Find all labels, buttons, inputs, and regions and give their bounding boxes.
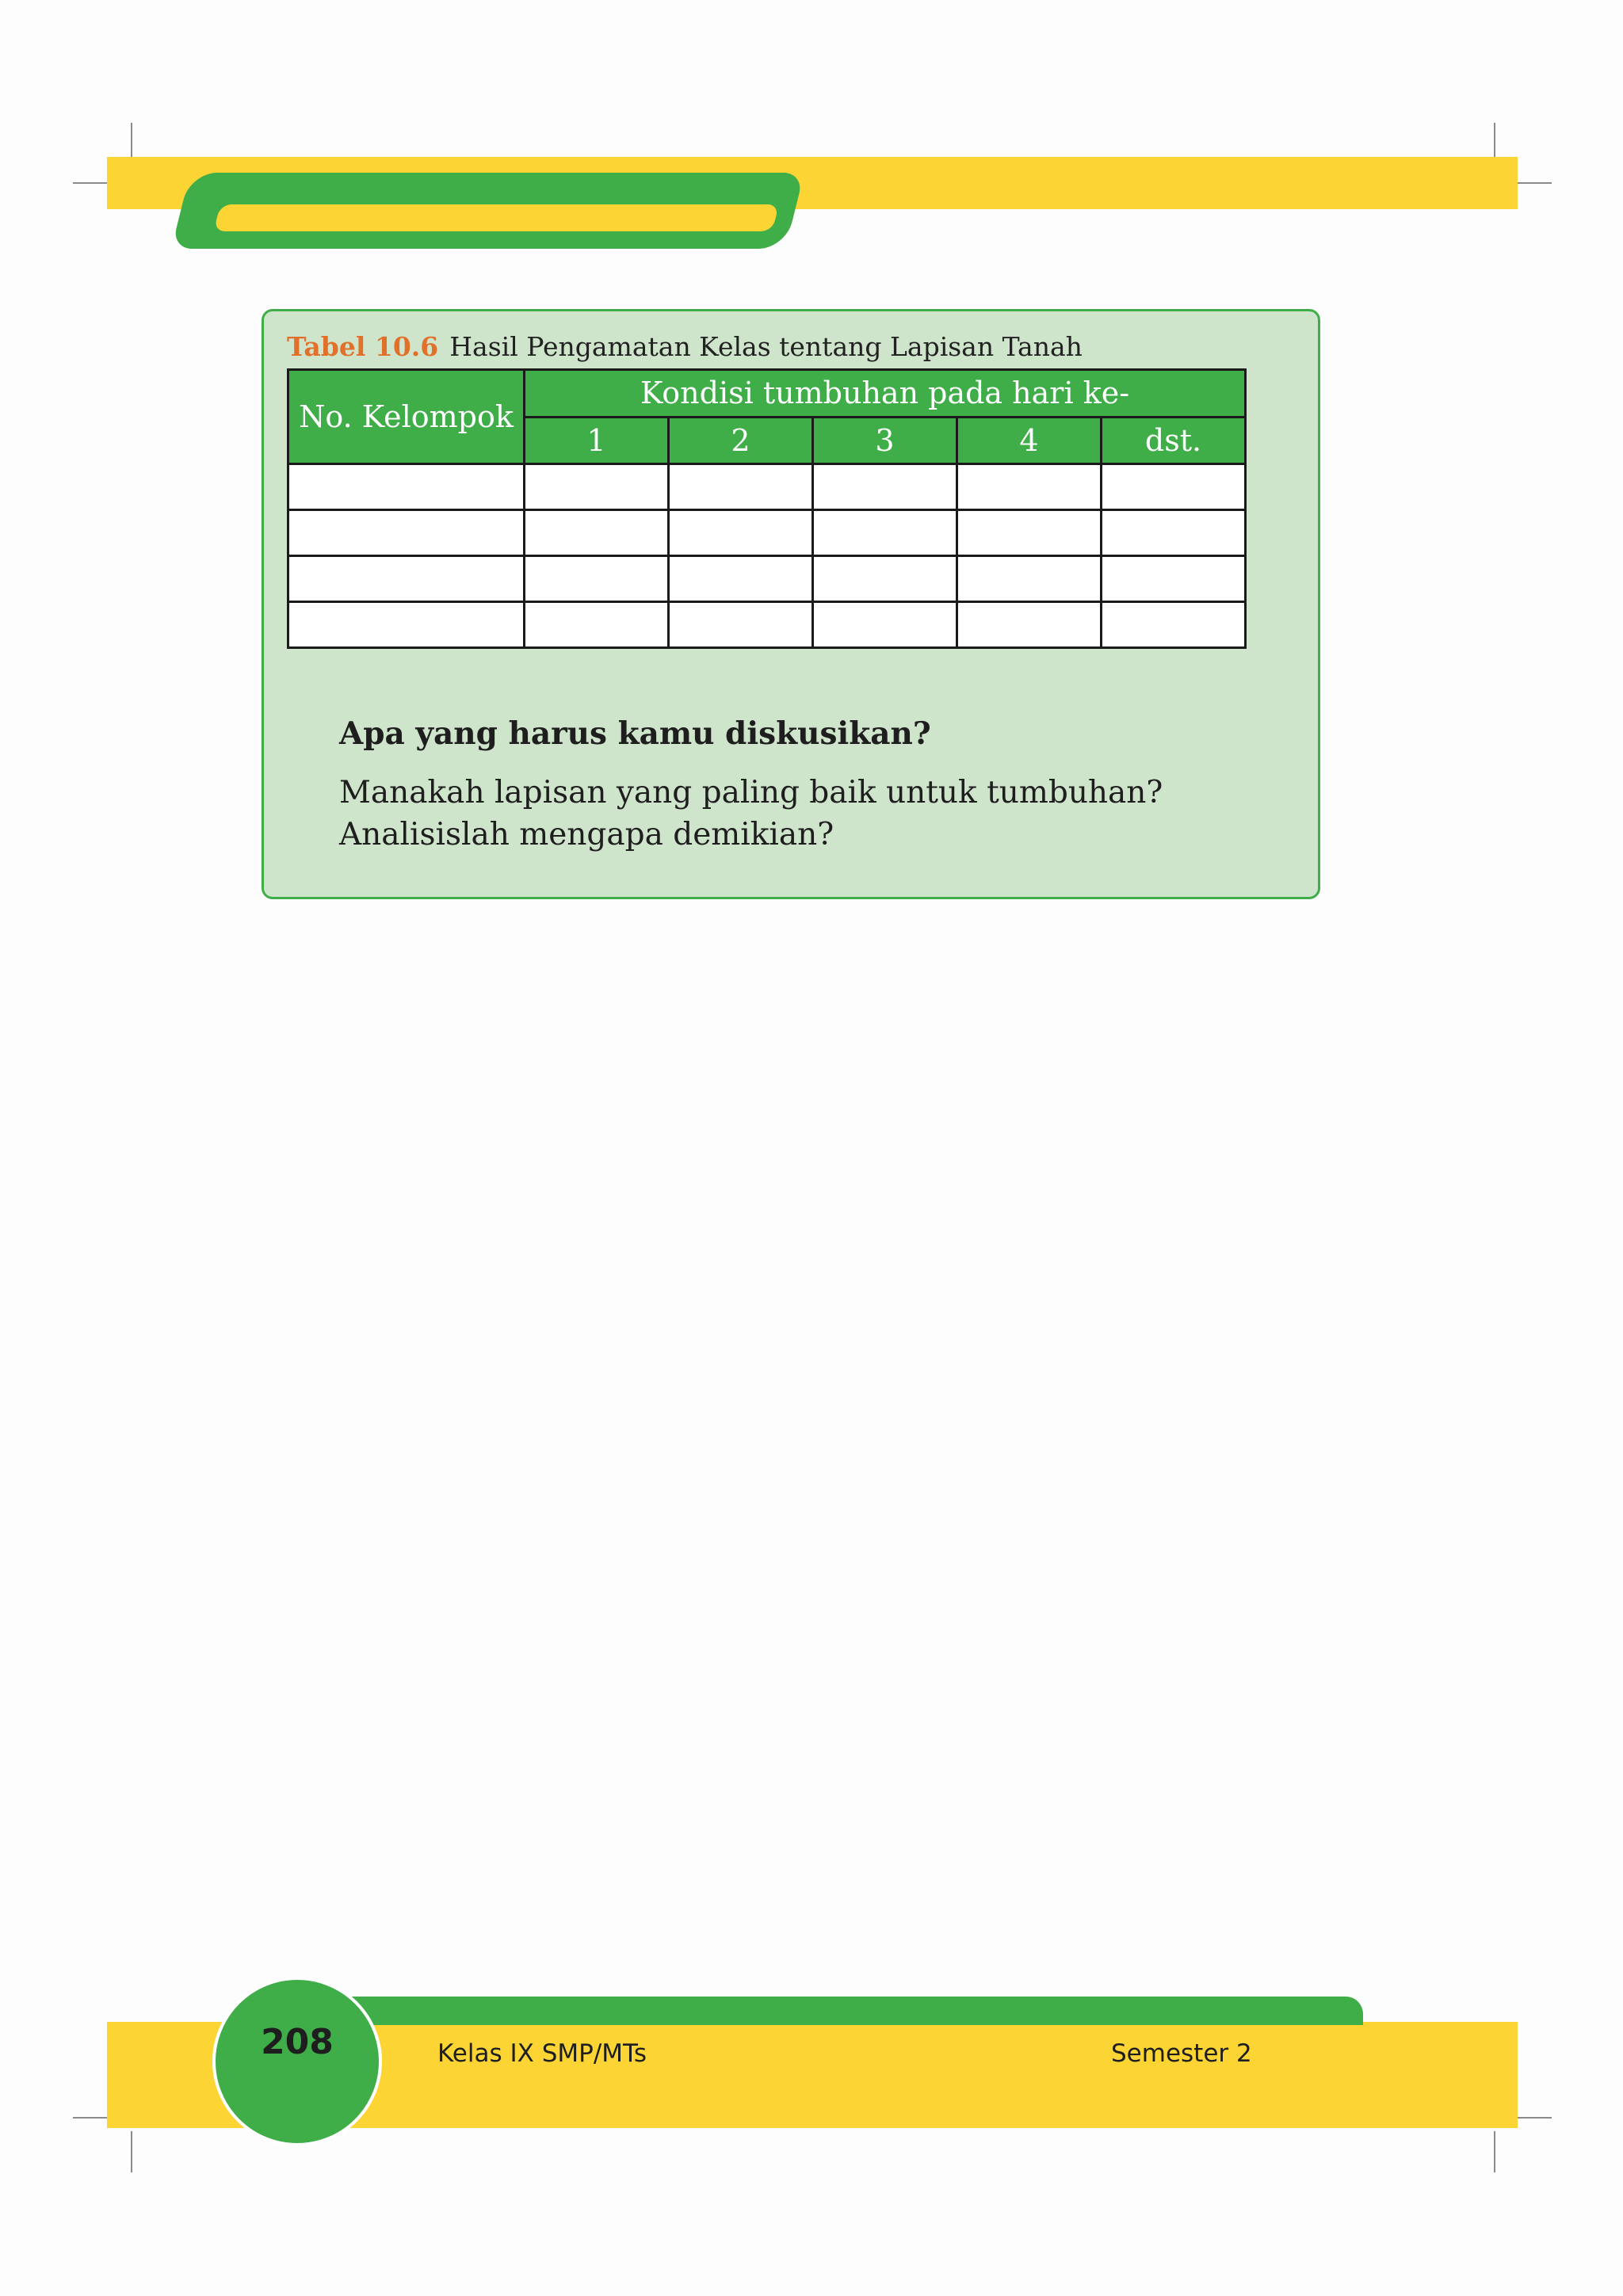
table-row — [288, 464, 1246, 510]
table-caption-number: Tabel 10.6 — [287, 331, 439, 362]
footer-semester: Semester 2 — [1111, 2039, 1252, 2068]
header-group-number: No. Kelompok — [288, 370, 525, 464]
table-cell — [669, 510, 813, 556]
table-caption-title: Hasil Pengamatan Kelas tentang Lapisan Tanah — [449, 331, 1083, 362]
table-cell — [288, 464, 525, 510]
crop-mark — [131, 2131, 132, 2172]
table-cell — [957, 464, 1102, 510]
table-cell — [525, 602, 669, 648]
table-cell — [1102, 510, 1246, 556]
table-cell — [813, 602, 957, 648]
header-tab-inner — [214, 204, 779, 231]
table-cell — [525, 510, 669, 556]
header-day-3: 3 — [813, 417, 957, 464]
header-day-1: 1 — [525, 417, 669, 464]
table-cell — [288, 510, 525, 556]
table-cell — [813, 510, 957, 556]
table-row — [288, 556, 1246, 602]
footer-stripe — [333, 1997, 1363, 2025]
page-number: 208 — [261, 2022, 334, 2062]
table-cell — [525, 464, 669, 510]
table-cell — [1102, 556, 1246, 602]
table-cell — [669, 464, 813, 510]
table-cell — [957, 510, 1102, 556]
table-cell — [813, 556, 957, 602]
header-day-4: 4 — [957, 417, 1102, 464]
table-cell — [669, 556, 813, 602]
table-row — [288, 510, 1246, 556]
table-cell — [288, 602, 525, 648]
header-day-2: 2 — [669, 417, 813, 464]
footer-book-title: Kelas IX SMP/MTs — [437, 2039, 647, 2068]
table-cell — [288, 556, 525, 602]
crop-mark — [1494, 2131, 1495, 2172]
table-cell — [957, 556, 1102, 602]
table-cell — [813, 464, 957, 510]
observation-table — [287, 368, 1247, 649]
table-caption — [287, 331, 1083, 362]
header-day-etc: dst. — [1102, 417, 1246, 464]
table-cell — [525, 556, 669, 602]
header-plant-condition: Kondisi tumbuhan pada hari ke- — [525, 370, 1246, 418]
table-cell — [1102, 602, 1246, 648]
table-row — [288, 602, 1246, 648]
discussion-question: Manakah lapisan yang paling baik untuk tumbuhan? Analisislah mengapa demikian? — [339, 775, 1163, 852]
table-cell — [957, 602, 1102, 648]
discussion-heading: Apa yang harus kamu diskusikan? — [339, 715, 931, 752]
table-cell — [669, 602, 813, 648]
table-cell — [1102, 464, 1246, 510]
